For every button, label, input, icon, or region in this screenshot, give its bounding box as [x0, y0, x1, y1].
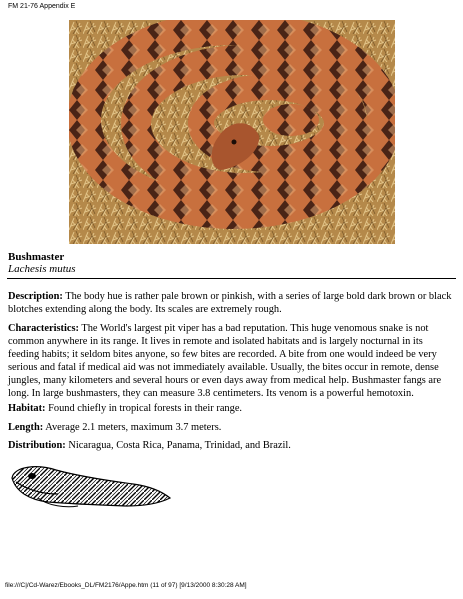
characteristics-label: Characteristics: [8, 323, 79, 334]
distribution-text: Nicaragua, Costa Rica, Panama, Trinidad, and Brazil. [65, 440, 291, 451]
snake-common-name: Bushmaster [8, 251, 65, 263]
distribution-label: Distribution: [8, 440, 66, 451]
divider [7, 278, 456, 279]
length-label: Length: [8, 422, 44, 433]
characteristics-paragraph [8, 322, 454, 400]
page-footer: file:///C|/Cd-Warez/Ebooks_DL/FM2176/Appe.htm (11 of 97) [9/13/2000 8:30:28 AM] [5, 582, 247, 589]
habitat-label: Habitat: [8, 403, 46, 414]
description-label: Description: [8, 291, 63, 302]
length-paragraph [8, 421, 454, 434]
distribution-paragraph [8, 439, 454, 452]
snake-title [8, 251, 76, 275]
characteristics-text: The World's largest pit viper has a bad reputation. This huge venomous snake is not common anywhere in its range. It lives in remote and isolated habitats and is largely nocturnal in its feeding habits; it seldom bites anyone, so few bites are recorded. A bite from one would indeed be very serious and fatal if medical aid was not immediately available. Usually, the bites occur in remote, dense jungles, many kilometers and several hours or even days away from medical help. Bushmaster fangs are long. In large bushmasters, they can measure 3.8 centimeters. Its venom is a powerful hemotoxin. [8, 323, 442, 399]
habitat-paragraph [8, 402, 454, 415]
description-text: The body hue is rather pale brown or pinkish, with a series of large bold dark brown or black blotches extending along the body. Its scales are extremely rough. [8, 291, 452, 315]
habitat-text: Found chiefly in tropical forests in their range. [45, 403, 243, 414]
snake-latin-name: Lachesis mutus [8, 263, 76, 275]
snake-photo [69, 20, 395, 244]
page-header: FM 21-76 Appendix E [8, 3, 76, 10]
length-text: Average 2.1 meters, maximum 3.7 meters. [43, 422, 222, 433]
description-paragraph [8, 290, 454, 316]
snake-head-sketch-icon [8, 460, 174, 514]
